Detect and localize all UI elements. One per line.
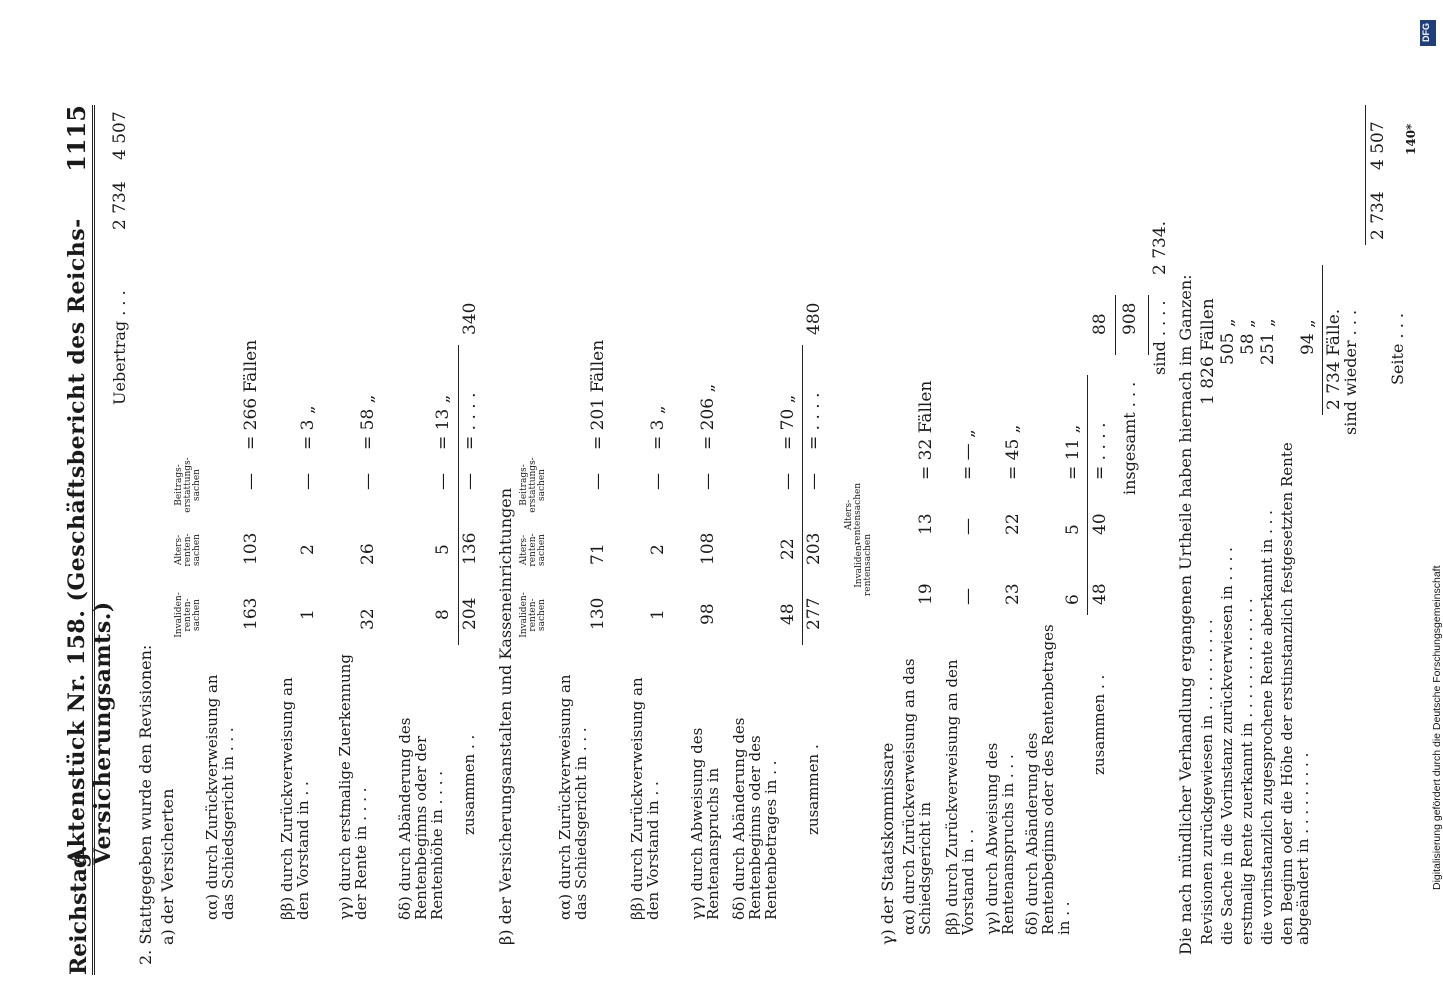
- c-row-invaliden: 6: [1063, 594, 1083, 605]
- col-head-beitrags: Beitrags- erstattungs- sachen: [174, 457, 202, 513]
- header-title: Aktenstück Nr. 158. (Geschäftsbericht des Reichs-Versicherungsamts.): [64, 218, 116, 865]
- b-row-beitrags: —: [778, 473, 798, 490]
- a-row-total: = 3 „: [298, 405, 318, 450]
- c-row-label: γγ) durch Abweisung des Rentenanspruchs in . . .: [983, 742, 1017, 935]
- oral-row-label: die Sache in die Vorinstanz zurückverwiesen in . . . .: [1218, 547, 1236, 945]
- oral-row-value: 251 „: [1258, 318, 1278, 365]
- a-row-invaliden: 32: [358, 608, 378, 630]
- c-row-invaliden: 19: [916, 583, 936, 605]
- b-row-label: δδ) durch Abänderung des Rentenbeginns oder des Rentenbetrages in . .: [730, 717, 780, 920]
- seite-value-1: 2 734: [1368, 191, 1388, 240]
- a-row-invaliden: 1: [298, 609, 318, 620]
- a-sum-label: zusammen . .: [460, 734, 478, 835]
- a-sum-total: = . . . .: [460, 392, 480, 450]
- oral-row-label: Revisionen zurückgewiesen in . . . . . . . . . .: [1198, 619, 1216, 945]
- insgesamt-rule: [1115, 295, 1116, 355]
- c-row-total: = 32 Fällen: [916, 380, 936, 480]
- seite-label: Seite . . .: [1388, 313, 1407, 385]
- sind-rule: [1148, 295, 1149, 355]
- c-row-total: = 11 „: [1063, 424, 1083, 480]
- b-row-beitrags: —: [588, 473, 608, 490]
- c-sum-label: zusammen . .: [1090, 674, 1108, 775]
- a-sum-alters: 136: [460, 532, 480, 565]
- oral-row-value: 1 826 Fällen: [1198, 298, 1218, 405]
- a-row-alters: 5: [433, 544, 453, 555]
- a-sum-rule: [458, 345, 459, 645]
- a-row-beitrags: —: [433, 473, 453, 490]
- b-sum-invaliden: 277: [804, 597, 824, 630]
- c-row-alters: 13: [916, 513, 936, 535]
- b-row-invaliden: 1: [648, 609, 668, 620]
- c-col-head-invaliden: Invaliden- rentensachen: [854, 533, 873, 597]
- c-sum-rule: [1087, 375, 1088, 615]
- oral-row-label: die vorinstanzlich zugesprochene Rente aberkannt in . . .: [1258, 510, 1276, 945]
- b-row-label: ββ) durch Zurückverweisung an den Vorstand in . .: [628, 677, 662, 920]
- a-sum-beitrags: —: [460, 473, 480, 490]
- seite-value-2: 4 507: [1368, 121, 1388, 170]
- c-sum-invaliden: 48: [1090, 583, 1110, 605]
- a-row-alters: 103: [241, 532, 261, 565]
- b-col-head-alters: Alters- renten- sachen: [519, 533, 547, 567]
- b-row-label: αα) durch Zurückverweisung an das Schiedsgericht in . . .: [556, 674, 590, 920]
- c-row-total: = 45 „: [1003, 424, 1023, 480]
- c-row-invaliden: 23: [1003, 583, 1023, 605]
- a-row-invaliden: 163: [241, 597, 261, 630]
- oral-row-value: 94 „: [1298, 319, 1318, 355]
- b-row-label: γγ) durch Abweisung des Rentenanspruchs in: [688, 727, 722, 920]
- carry-label: Uebertrag . . .: [110, 290, 129, 405]
- c-sum-right: 88: [1090, 313, 1110, 335]
- c-row-invaliden: —: [958, 588, 978, 605]
- a-sum-right: 340: [460, 302, 480, 335]
- b-row-total: = 70 „: [778, 394, 798, 450]
- a-row-alters: 26: [358, 543, 378, 565]
- a-row-total: = 266 Fällen: [241, 339, 261, 450]
- b-row-alters: 2: [648, 544, 668, 555]
- stamp-text: Digitalisierung gefördert durch die Deutsche Forschungsgemeinschaft: [1431, 565, 1443, 890]
- oral-total-rule: [1322, 265, 1323, 415]
- oral-row-label: den Beginn oder die Höhe der erstinstanzlich festgesetzten Rente abgeändert in . . . . . . . . .: [1278, 442, 1312, 945]
- a-row-label: αα) durch Zurückverweisung an das Schiedsgericht in . . .: [203, 674, 237, 920]
- b-row-invaliden: 98: [698, 603, 718, 625]
- b-row-invaliden: 130: [588, 597, 608, 630]
- oral-row-value: 58 „: [1238, 319, 1258, 355]
- oral-total: 2 734 Fälle.: [1324, 308, 1344, 410]
- b-row-total: = 3 „: [648, 405, 668, 450]
- col-head-invaliden: Invaliden- renten- sachen: [174, 592, 202, 638]
- b-col-head-beitrags: Beitrags- erstattungs- sachen: [519, 457, 547, 513]
- carry-value-1: 2 734: [110, 181, 130, 230]
- b-col-head-invaliden: Invaliden- renten- sachen: [519, 592, 547, 638]
- sind-value: 2 734.: [1150, 220, 1170, 275]
- a-row-beitrags: —: [358, 473, 378, 490]
- b-sum-alters: 203: [804, 532, 824, 565]
- oral-row-label: erstmalig Rente zuerkannt in . . . . . . . . . . . . .: [1238, 598, 1256, 945]
- insgesamt-label: insgesamt . . .: [1120, 381, 1139, 495]
- page-number: 1115: [62, 105, 91, 172]
- header-rule: [92, 105, 95, 975]
- section-heading: 2. Stattgegeben wurde den Revisionen:: [136, 644, 155, 965]
- c-row-alters: —: [958, 518, 978, 535]
- seite-rule: [1365, 105, 1366, 245]
- b-row-alters: 71: [588, 543, 608, 565]
- a-row-label: γγ) durch erstmalige Zuerkennung der Rente in . . . .: [336, 654, 370, 920]
- rotated-document-page: [60, 105, 1418, 975]
- sind-wieder-label: sind wieder . . .: [1341, 309, 1360, 435]
- b-sum-right: 480: [804, 302, 824, 335]
- b-sum-label: zusammen .: [804, 744, 822, 835]
- b-sum-total: = . . . .: [804, 392, 824, 450]
- a-row-beitrags: —: [298, 473, 318, 490]
- c-col-head-alters: Alters- rentensachen: [844, 482, 863, 545]
- c-row-alters: 5: [1063, 524, 1083, 535]
- c-row-label: αα) durch Zurückverweisung an das Schiedsgericht in: [900, 658, 934, 935]
- a-row-total: = 58 „: [358, 394, 378, 450]
- b-row-total: = 206 „: [698, 383, 718, 450]
- b-row-beitrags: —: [698, 473, 718, 490]
- col-head-alters: Alters- renten- sachen: [174, 533, 202, 567]
- b-sum-rule: [802, 345, 803, 645]
- b-row-beitrags: —: [648, 473, 668, 490]
- dfg-logo-text: DFG: [1421, 23, 1431, 42]
- page-header: [60, 105, 116, 975]
- dfg-logo: [1420, 20, 1436, 46]
- a-row-label: δδ) durch Abänderung des Rentenbeginns oder der Rentenhöhe in . . . .: [396, 717, 446, 920]
- a-row-beitrags: —: [241, 473, 261, 490]
- insgesamt-value: 908: [1120, 302, 1140, 335]
- a-sum-invaliden: 204: [460, 597, 480, 630]
- c-row-label: δδ) durch Abänderung des Rentenbeginns oder des Rentenbetrages in . .: [1023, 624, 1073, 935]
- b-row-total: = 201 Fällen: [588, 339, 608, 450]
- b-sum-beitrags: —: [804, 473, 824, 490]
- a-row-invaliden: 8: [433, 609, 453, 620]
- c-row-label: ββ) durch Zurückverweisung an den Vorstand in . .: [943, 659, 977, 935]
- c-row-total: = — „: [958, 429, 978, 480]
- b-row-alters: 108: [698, 532, 718, 565]
- b-row-invaliden: 48: [778, 603, 798, 625]
- sind-label: sind . . . .: [1150, 300, 1169, 375]
- digitization-stamp: [1404, 10, 1443, 890]
- c-sum-alters: 40: [1090, 513, 1110, 535]
- oral-heading: Die nach mündlicher Verhandlung ergangenen Urtheile haben hiernach im Ganzen:: [1176, 274, 1195, 955]
- page-mark: 140*: [1404, 123, 1418, 155]
- oral-row-value: 505 „: [1218, 318, 1238, 365]
- carry-value-2: 4 507: [110, 111, 130, 160]
- b-title: β) der Versicherungsanstalten und Kasseneinrichtungen: [496, 487, 515, 945]
- header-left: Reichstag.: [66, 845, 92, 975]
- c-sum-total: = . . . .: [1090, 422, 1110, 480]
- b-row-alters: 22: [778, 538, 798, 560]
- c-row-alters: 22: [1003, 513, 1023, 535]
- a-title: a) der Versicherten: [158, 788, 177, 945]
- a-row-alters: 2: [298, 544, 318, 555]
- a-row-label: ββ) durch Zurückverweisung an den Vorstand in . .: [278, 677, 312, 920]
- c-title: γ) der Staatskommissare: [878, 742, 897, 945]
- a-row-total: = 13 „: [433, 394, 453, 450]
